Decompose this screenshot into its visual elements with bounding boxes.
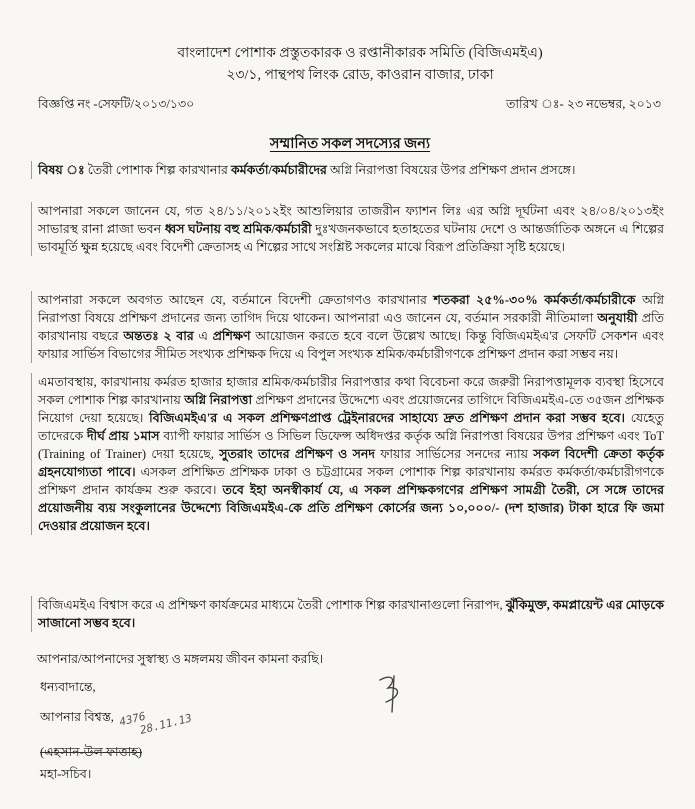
text-run: আপনারা সকলে জানেন যে, গত ২৪/১১/২০১২ইং আশুলিয়ার তাজরীন ফ্যাশন লিঃ এর অগ্নি দূর্ঘটনা এবং ২৪/০৪/২০১৩ইং সাভারস্থ রানা প্লাজা ভবন [38, 204, 664, 236]
text-run: অগ্নি নিরাপত্তা বিষয়ের উপর প্রশিক্ষণ প্রদান প্রসঙ্গে। [326, 163, 576, 177]
subject-line [31, 161, 664, 179]
paragraph-wishes [31, 650, 663, 668]
signatory-designation: মহা-সচিব। [40, 767, 92, 781]
text-run: এসকল প্রশিক্ষিত প্রশিক্ষক ঢাকা ও চট্টগ্রামের সকল পোশাক শিল্প কারখানায় কর্মরত কর্মকর্তা/কর্মচারীগণকে প্রশিক্ষণ প্রদান কার্যক্রম শুরু করবে। [38, 465, 664, 497]
paragraph-belief [31, 596, 664, 632]
handwritten-number: 4376 [118, 709, 147, 729]
paragraph-incidents [31, 202, 664, 256]
notice-date: তারিখ ঃ- ২৩ নভেম্বর, ২০১৩ [506, 97, 661, 111]
bold-text-run: সুতরাং তাদের প্রশিক্ষণ ও সনদ [219, 447, 375, 461]
text-run: প্রতি কারখানায় বছরে [38, 311, 664, 343]
title-text: সম্মানিত সকল সদস্যের জন্য [269, 136, 431, 152]
subject-text [85, 163, 576, 177]
bold-text-run: অন্ততঃ ২ বার [123, 329, 194, 343]
handwritten-note [118, 699, 193, 741]
text-run: দুঃখজনকভাবে হতাহতের ঘটনায় দেশে ও আন্তর্জাতিক অঙ্গনে এ শিল্পের ভাবমূর্তি ক্ষুন্ন হয়েছে এবং বিদেশী ক্রেতাসহ এ শিল্পের সাথে সংশ্লিষ্ট সকলের মাঝে বিরূপ প্রতিক্রিয়া সৃষ্টি হয়েছে। [38, 222, 664, 254]
bold-text-run: অগ্নি নিরাপত্তা [184, 393, 253, 407]
bold-text-run: তবে ইহা অনস্বীকার্য যে, এ সকল প্রশিক্ষকগণের প্রশিক্ষণ সামগ্রী তৈরী, সে সঙ্গে তাদের প্রয়োজনীয় ব্যয় সংকুলানের উদ্দেশ্যে বিজিএমইএ-কে প্রতি প্রশিক্ষণ কোর্সের জন্য ১০,০০০/- (দশ হাজার) টাকা হারে ফি জমা দেওয়ার প্রয়োজন হবে। [38, 483, 664, 533]
subject-label: বিষয় ঃ [38, 163, 85, 177]
page-title [40, 133, 660, 157]
paragraph-trainers [31, 373, 664, 535]
paragraph-buyer-requirements [31, 291, 664, 363]
text-run: ব্যাপী ফায়ার সার্ভিস ও সিভিল ডিফেন্স অধিদপ্তর কর্তৃক অগ্নি নিরাপত্তা বিষয়ের উপর প্রশিক্ষণ এবং ToT (Training of Trainer) দেয়া হয়েছে, [38, 429, 664, 461]
handwritten-date: 28.11.13 [138, 711, 194, 737]
bold-text-run: দীর্ঘ প্রায় ১মাস [86, 429, 160, 443]
bold-text-run: অনুযায়ী [597, 311, 638, 325]
bold-text-run: ধ্বস ঘটনায় বহু শ্রমিক/কর্মচারী [164, 222, 312, 236]
bold-text-run: কর্মকর্তা/কর্মচারীদের [231, 163, 327, 177]
text-run: অগ্নি নিরাপত্তা বিষয়ে প্রশিক্ষণ প্রদানের জন্য তাগিদ দিয়ে থাকেন। আপনারা এও জানেন যে, বর্তমান সরকারী নীতিমালা [38, 293, 664, 325]
bold-text-run: প্রশিক্ষণ [212, 329, 251, 343]
text-run: বিজিএমইএ বিশ্বাস করে এ প্রশিক্ষণ কার্যক্রমের মাধ্যমে তৈরী পোশাক শিল্প কারখানাগুলো নিরাপদ, [38, 598, 506, 612]
text-run: প্রশিক্ষণ প্রদানের উদ্দেশ্যে এবং প্রয়োজনের তাগিদে বিজিএমইএ-তে ৩৫জন প্রশিক্ষক নিয়োগ দেয়া হয়েছে। [38, 393, 664, 425]
text-run: এ [193, 329, 213, 343]
text-run: ফায়ার সার্ভিসের সনদের ন্যায় [374, 447, 534, 461]
text-run: আপনার/আপনাদের সুস্বাস্থ্য ও মঙ্গলময় জীবন কামনা করছি। [37, 652, 324, 666]
text-run: যেহেতু তাদেরকে [38, 411, 664, 443]
bold-text-run: বিজিএমইএ'র এ সকল প্রশিক্ষণপ্রাপ্ত ট্রেইনারদের সাহায্যে দ্রুত প্রশিক্ষণ প্রদান করা সম্ভব হবে। [149, 411, 625, 425]
text-run: আপনারা সকলে অবগত আছেন যে, বর্তমানে বিদেশী ক্রেতাগণও কারখানার [38, 293, 434, 307]
organization-name: বাংলাদেশ পোশাক প্রস্তুতকারক ও রপ্তানীকারক সমিতি (বিজিএমইএ) [177, 46, 543, 61]
closing-yours: আপনার বিশ্বস্ত, [40, 710, 114, 724]
bold-text-run: সকল বিদেশী ক্রেতা কর্তৃক গ্রহনযোগ্যতা পাবে। [38, 447, 664, 479]
signature [372, 672, 418, 716]
text-run: তৈরী পোশাক শিল্প কারখানার [84, 163, 232, 177]
notice-reference: বিজ্ঞপ্তি নং -সেফটি/২০১৩/১৩০ [38, 97, 195, 111]
signatory-name: (এহসান-উল ফাত্তাহ) [40, 745, 142, 759]
text-run: আয়োজন করতে হবে বলে উল্লেখ আছে। কিন্তু বিজিএমইএ'র সেফটি সেকশন এবং ফায়ার সার্ভিস বিভাগের সীমিত সংখ্যক প্রশিক্ষক দিয়ে এ বিপুল সংখ্যক শ্রমিক/কর্মচারীগণকে প্রশিক্ষণ প্রদান করা সম্ভব নয়। [38, 329, 665, 361]
text-run: এমতাবস্থায়, কারখানায় কর্মরত হাজার হাজার শ্রমিক/কর্মচারীর নিরাপত্তার কথা বিবেচনা করে জরুরী নিরাপত্তামূলক ব্যবস্থা হিসেবে সকল পোশাক শিল্প কারখানায় [38, 375, 664, 407]
bold-text-run: শতকরা ২৫%-৩০% কর্মকর্তা/কর্মচারীকে [433, 293, 636, 307]
bold-text-run: ঝুঁকিমুক্ত, কমপ্লায়েন্ট এর মোড়কে সাজানো সম্ভব হবে। [38, 598, 664, 630]
closing-thanks: ধন্যবাদান্তে, [40, 680, 96, 694]
organization-address: ২৩/১, পান্থপথ লিংক রোড, কাওরান বাজার, ঢাকা [226, 68, 494, 83]
